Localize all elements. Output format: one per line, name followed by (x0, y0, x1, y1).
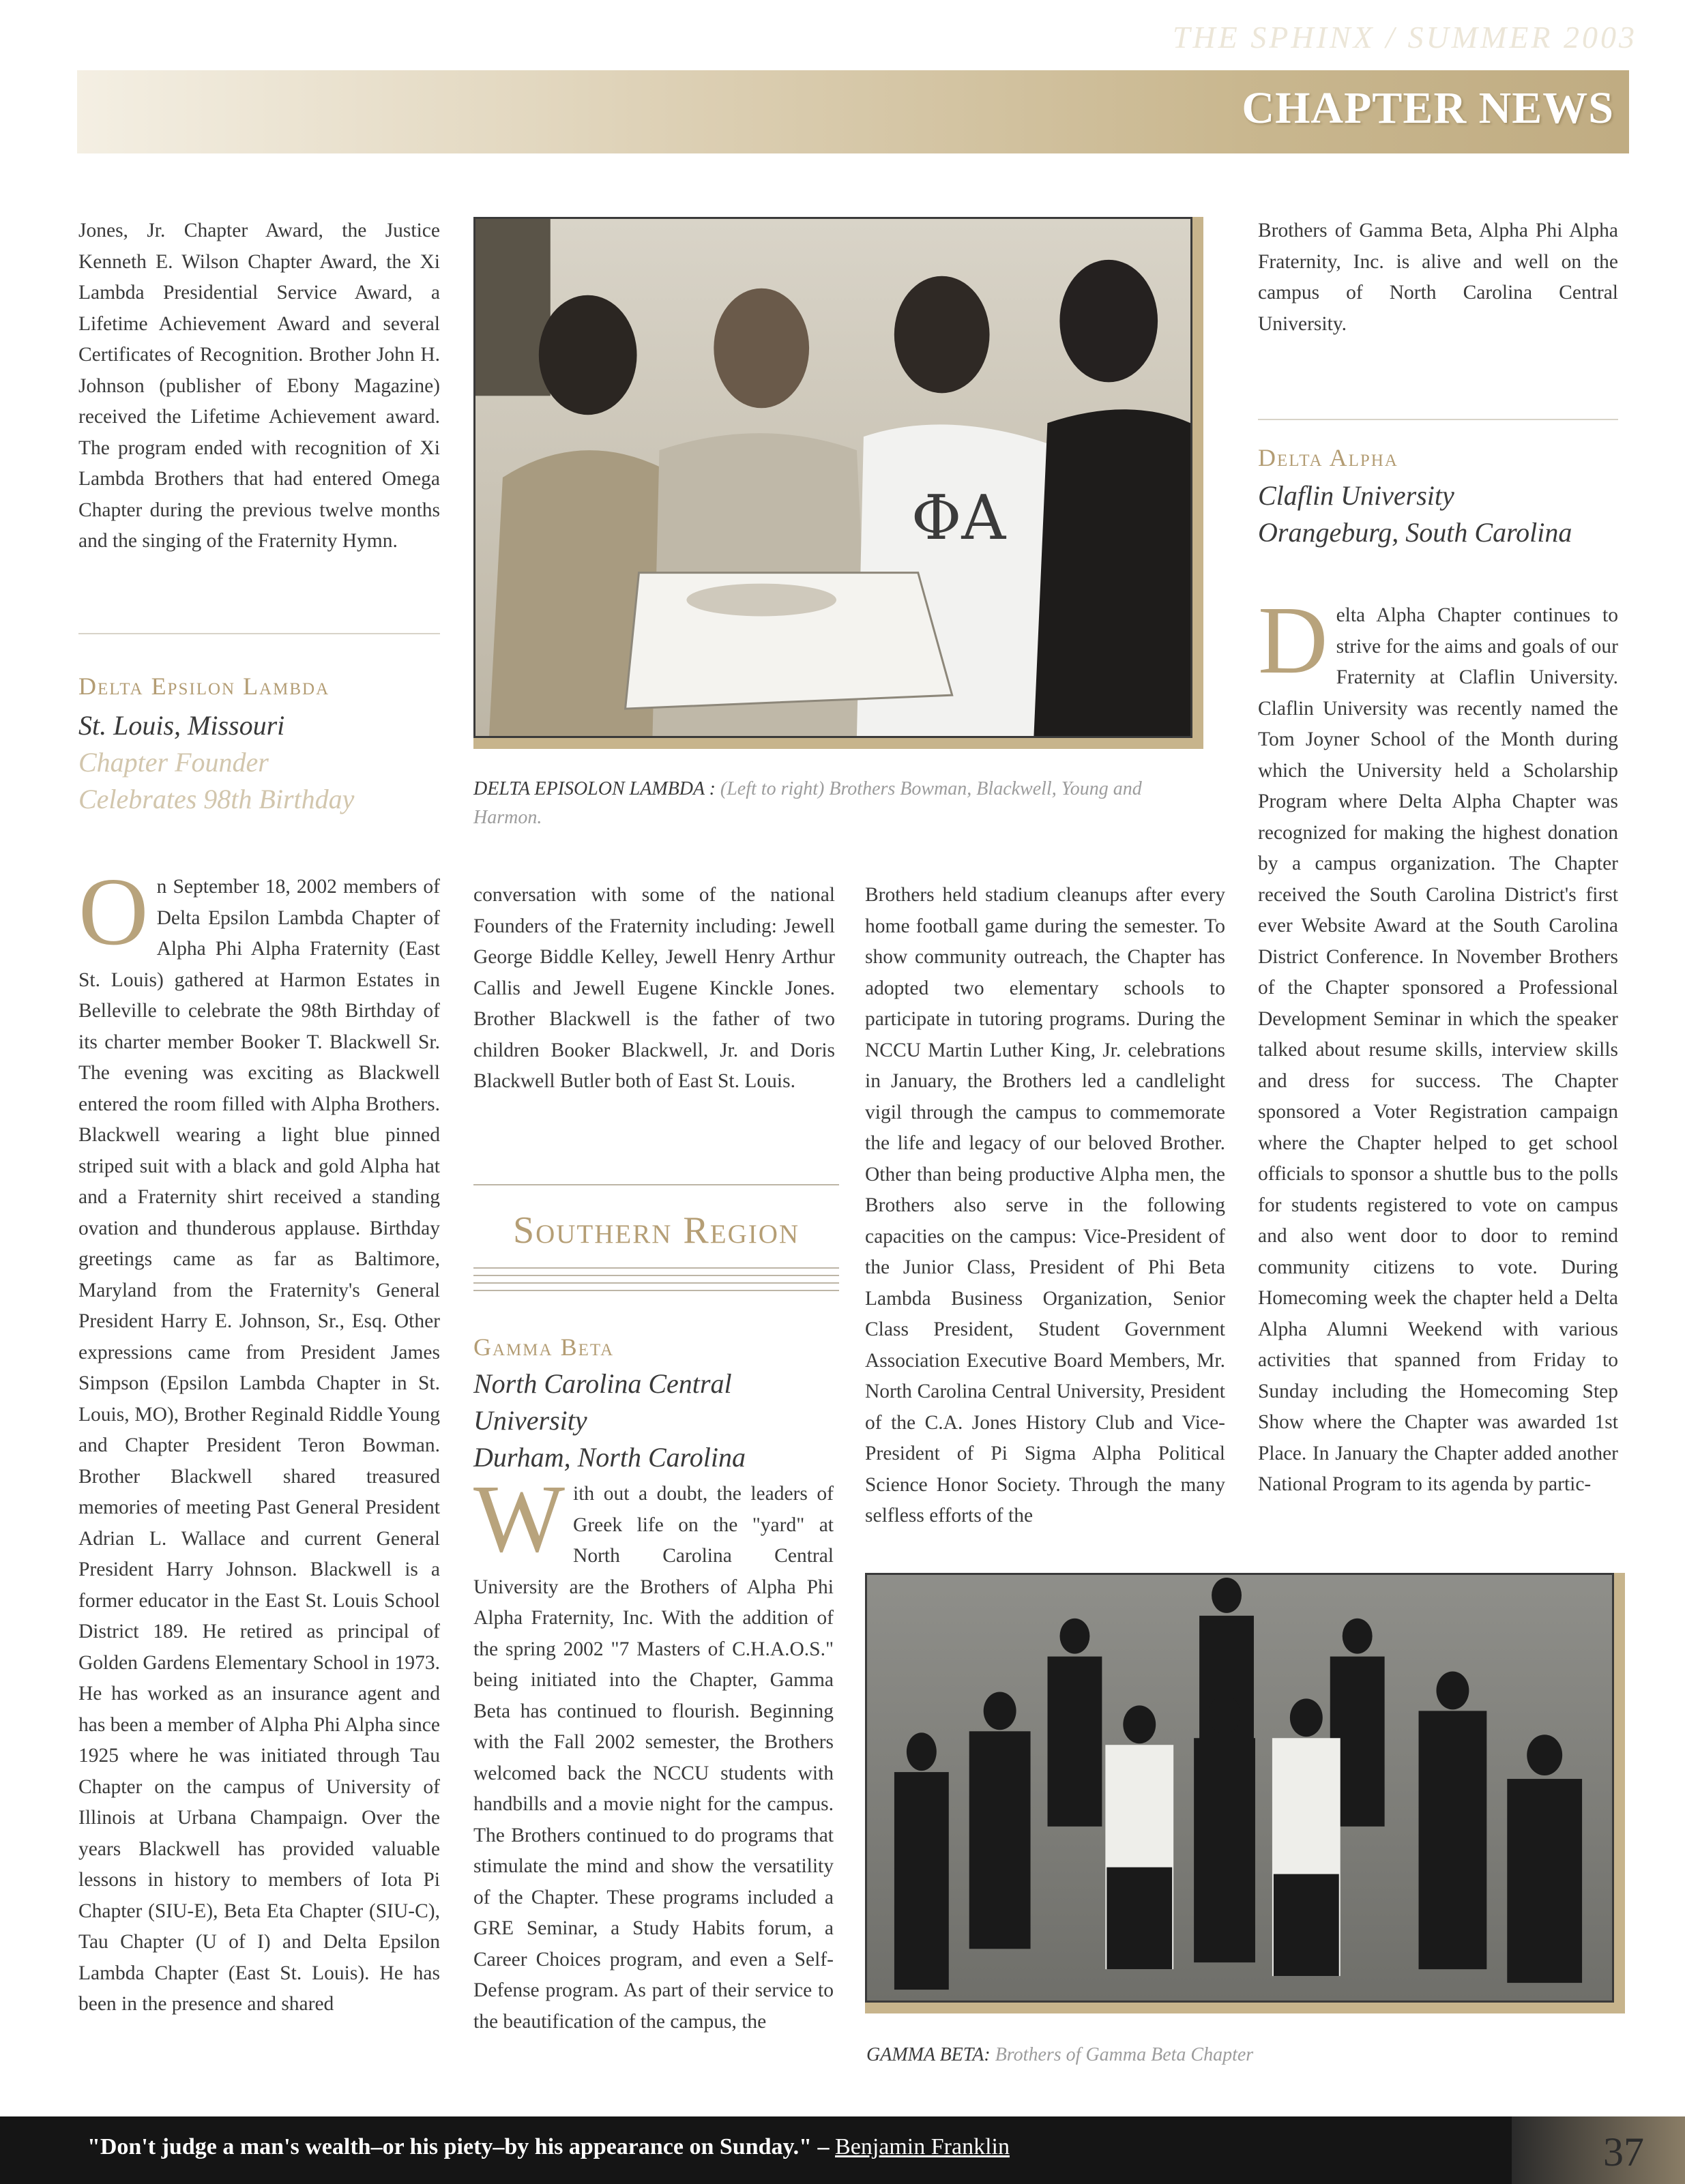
gamma-beta-caption-text: Brothers of Gamma Beta Chapter (990, 2044, 1254, 2065)
delta-epsilon-caption-lead: DELTA EPISOLON LAMBDA : (473, 778, 716, 799)
delta-alpha-location: Orangeburg, South Carolina (1258, 517, 1572, 548)
delta-alpha-heading: Delta Alpha (1258, 444, 1398, 471)
col1-intro-text: Jones, Jr. Chapter Award, the Justice Kenneth E. Wilson Chapter Award, the Xi Lambda Presidential Service Award, a Lifetime Achievement Award and several Certificates of Recognition. Brother John H. Johnson (publisher of Ebony Magazine) received the Lifetime Achievement award. The program ended with recognition of Xi Lambda Brothers that had entered Omega Chapter during the previous twelve months and the singing of the Fraternity Hymn. (78, 220, 440, 552)
delta-epsilon-header (78, 672, 440, 818)
dropcap-w: W (473, 1464, 566, 1572)
masthead: THE SPHINX / SUMMER 2003 (1172, 20, 1637, 55)
footer-bar (0, 2116, 1685, 2184)
dropcap-o: O (78, 857, 149, 965)
southern-region-title: Southern Region (512, 1209, 800, 1252)
footer-quote-author[interactable]: Benjamin Franklin (835, 2134, 1010, 2159)
gamma-beta-photo (865, 1573, 1614, 2003)
page-number: 37 (1603, 2129, 1644, 2174)
section-banner (77, 70, 1629, 153)
col1-intro (78, 216, 440, 557)
delta-epsilon-subhead-2: Celebrates 98th Birthday (78, 784, 355, 814)
gamma-beta-end (1258, 216, 1618, 340)
footer-quote (87, 2134, 1010, 2160)
delta-alpha-article (1258, 586, 1618, 1501)
delta-epsilon-caption (473, 775, 1203, 832)
delta-epsilon-body-2: conversation with some of the national Founders of the Fraternity including: Jewell George Biddle Kelley, Jewell Henry Arthur Callis and Jewell Eugene Kinckle Jones. Brother Blackwell is the father of two children Booker Blackwell, Jr. and Doris Blackwell Butler both of East St. Louis. (473, 884, 835, 1092)
delta-alpha-header (1258, 443, 1618, 551)
svg-text:ΦA: ΦA (911, 482, 1006, 554)
gamma-beta-caption-lead: GAMMA BETA: (866, 2044, 991, 2065)
gamma-beta-continued (865, 880, 1225, 1532)
gamma-beta-photo-frame (865, 1573, 1625, 2013)
gamma-beta-body-2: Brothers held stadium cleanups after every home football game during the semester. To show community outreach, the Chapter has adopted two elementary schools to participate in tutoring programs. During the NCCU Martin Luther King, Jr. celebrations in January, the Brothers led a candlelight vigil through the campus to commemorate the life and legacy of our beloved Brother. Other than being productive Alpha men, the Brothers also serve in the following capacities on the campus: Vice-President of the Junior Class, President of Phi Beta Lambda Business Organization, Senior Class President, Student Government Association Executive Board Members, Mr. North Carolina Central University, President of the C.A. Jones History Club and Vice-President of Pi Sigma Alpha Political Science Honor Society. Through the many selfless efforts of the (865, 884, 1225, 1526)
gamma-beta-caption (866, 2041, 1617, 2069)
gamma-beta-header (473, 1333, 839, 1476)
delta-epsilon-caption-text: (Left to right) Brothers Bowman, Blackwell, Young and Harmon. (473, 778, 1142, 828)
dropcap-d: D (1258, 586, 1328, 694)
delta-epsilon-subhead-1: Chapter Founder (78, 747, 269, 778)
delta-epsilon-photo-frame (473, 217, 1203, 749)
southern-region-top-rule (473, 1184, 839, 1185)
gamma-beta-school: North Carolina Central University (473, 1368, 732, 1436)
footer-quote-text: "Don't judge a man's wealth–or his piety–by his appearance on Sunday." – (87, 2134, 836, 2159)
delta-epsilon-location: St. Louis, Missouri (78, 710, 285, 741)
delta-epsilon-body-1: n September 18, 2002 members of Delta Epsilon Lambda Chapter of Alpha Phi Alpha Fraternity (East St. Louis) gathered at Harmon Estates in Belleville to celebrate the 98th Birthday of its charter member Booker T. Blackwell Sr. The evening was exciting as Blackwell entered the room filled with Alpha Brothers. Blackwell wearing a light blue pinned striped suit with a black and gold Alpha hat and a Fraternity shirt received a standing ovation and thunderous applause. Birthday greetings came as far as Baltimore, Maryland from the Fraternity's General President Harry E. Johnson, Sr., Esq. Other expressions came from President James Simpson (Epsilon Lambda Chapter in St. Louis, MO), Brother Reginald Riddle Young and Chapter President Teron Bowman. Brother Blackwell shared treasured memories of meeting Past General President Adrian L. Wallace and current General President Harry Johnson. Blackwell is a former educator in the East St. Louis School District 189. He retired as principal of Golden Gardens Elementary School in 1973. He has worked as an insurance agent and has been a member of Alpha Phi Alpha since 1925 where he was initiated through Tau Chapter on the campus of University of Illinois at Urbana Champaign. Over the years Blackwell has provided valuable lessons in history to members of Iota Pi Chapter (SIU-E), Beta Eta Chapter (SIU-C), Tau Chapter (U of I) and Delta Epsilon Lambda Chapter (East St. Louis). He has been in the presence and shared (78, 876, 440, 2015)
delta-alpha-body: elta Alpha Chapter continues to strive for the aims and goals of our Fraternity at Claflin University. Claflin University was recently named the Tom Joyner School of the Month during which the University held a Scholarship Program where Delta Alpha Chapter was recognized for making the highest donation by a campus organization. The Chapter received the South Carolina District's first ever Website Award at the South Carolina District Conference. In November Brothers of the Chapter sponsored a Professional Development Seminar in which the speaker talked about resume skills, interview skills and dress for success. The Chapter sponsored a Voter Registration campaign where the Chapter helped to get school officials to sponsor a shuttle bus to the polls for students registered to vote on campus and also went door to door to remind community citizens to vote. During Homecoming week the chapter held a Delta Alpha Alumni Weekend with various activities that spanned from Friday to Sunday including the Homecoming Step Show where the Chapter was awarded 1st Place. In January the Chapter added another National Program to its agenda by partic- (1258, 604, 1618, 1495)
divider (1258, 419, 1618, 420)
divider (78, 633, 440, 634)
section-title: CHAPTER NEWS (1242, 83, 1614, 133)
delta-epsilon-photo (473, 217, 1192, 738)
southern-region-lines (473, 1267, 839, 1291)
southern-region-block (473, 1184, 839, 1291)
delta-epsilon-article (78, 857, 440, 2020)
delta-alpha-school: Claflin University (1258, 480, 1454, 511)
gamma-beta-article (473, 1464, 834, 2037)
gamma-beta-heading: Gamma Beta (473, 1333, 615, 1361)
gamma-beta-body-3: Brothers of Gamma Beta, Alpha Phi Alpha Fraternity, Inc. is alive and well on the campus of North Carolina Central University. (1258, 220, 1618, 335)
gamma-beta-body-1: ith out a doubt, the leaders of Greek life on the "yard" at North Carolina Central University are the Brothers of Alpha Phi Alpha Fraternity, Inc. With the addition of the spring 2002 "7 Masters of C.H.A.O.S." being initiated into the Chapter, Gamma Beta has continued to flourish. Beginning with the Fall 2002 semester, the Brothers welcomed back the NCCU students with handbills and a movie night for the campus. The Brothers continued to do programs that stimulate the mind and show the versatility of the Chapter. These programs included a GRE Seminar, a Study Habits forum, a Career Choices program, and even a Self-Defense program. As part of their service to the beautification of the campus, the (473, 1483, 834, 2033)
delta-epsilon-continued (473, 880, 835, 1097)
gamma-beta-location: Durham, North Carolina (473, 1442, 746, 1473)
delta-epsilon-heading: Delta Epsilon Lambda (78, 673, 330, 700)
page-number-box (1512, 2116, 1685, 2184)
